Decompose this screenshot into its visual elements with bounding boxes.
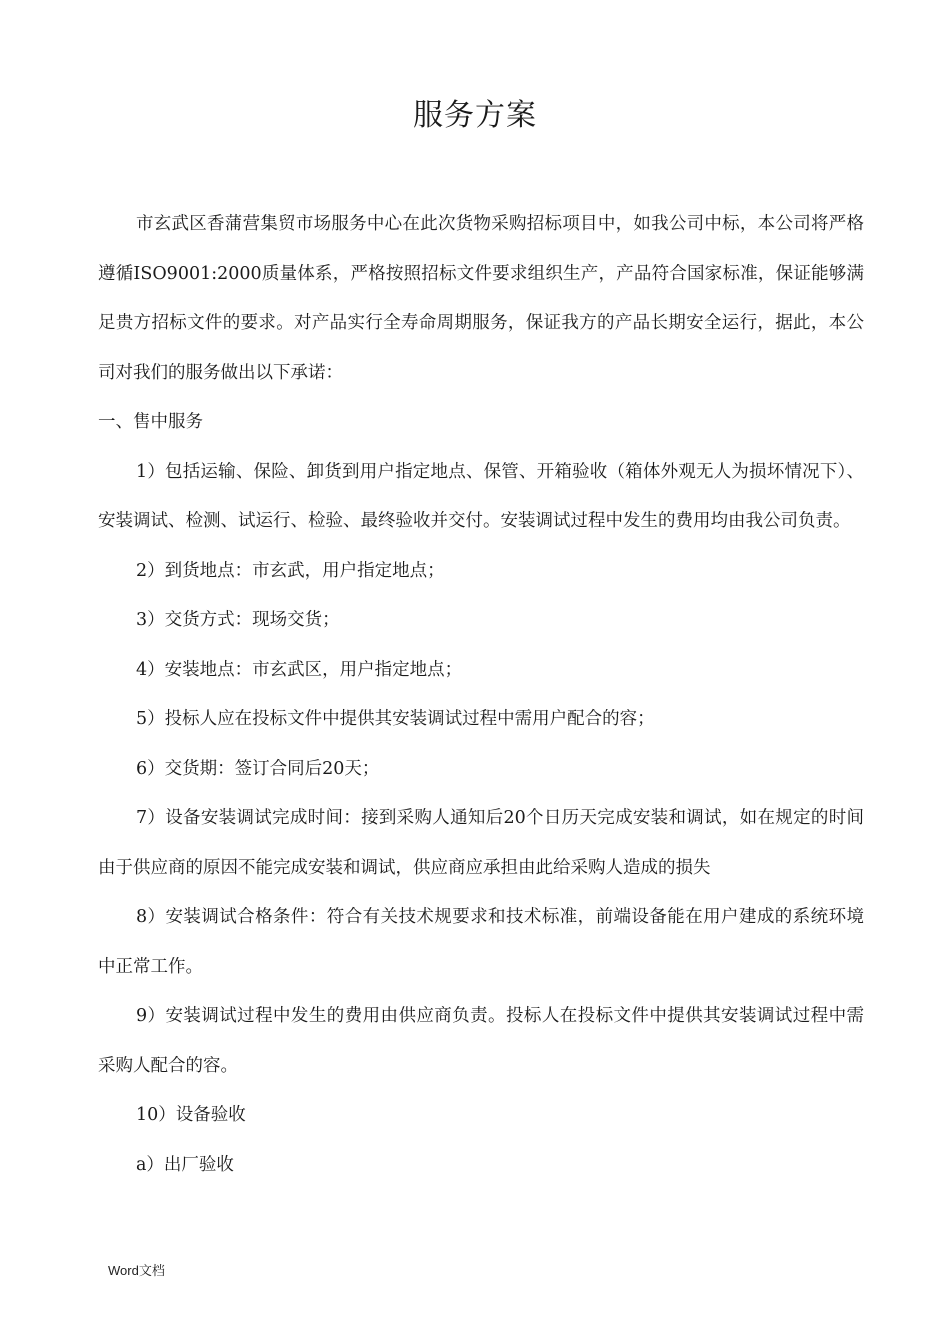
- document-title: 服务方案: [413, 98, 537, 133]
- list-item: 8）安装调试合格条件：符合有关技术规要求和技术标准，前端设备能在用户建成的系统环境中正常工作。: [98, 907, 864, 977]
- list-item: 7）设备安装调试完成时间：接到采购人通知后20个日历天完成安装和调试，如在规定的时间由于供应商的原因不能完成安装和调试，供应商应承担由此给采购人造成的损失: [98, 808, 864, 878]
- list-item: a）出厂验收: [136, 1154, 234, 1175]
- list-item: 3）交货方式：现场交货；: [136, 610, 340, 630]
- list-item: 6）交货期：签订合同后20天；: [136, 758, 380, 779]
- list-item: 9）安装调试过程中发生的费用由供应商负责。投标人在投标文件中提供其安装调试过程中需采购人配合的容。: [98, 1006, 864, 1076]
- list-item: 2）到货地点：市玄武，用户指定地点；: [136, 560, 445, 581]
- footer-label: Word文档: [108, 1263, 165, 1278]
- list-item: 5）投标人应在投标文件中提供其安装调试过程中需用户配合的容；: [136, 709, 655, 729]
- document-body: [98, 200, 864, 1190]
- list-item: 4）安装地点：市玄武区，用户指定地点；: [136, 659, 463, 680]
- list-item: 1）包括运输、保险、卸货到用户指定地点、保管、开箱验收（箱体外观无人为损坏情况下）、安装调试、检测、试运行、检验、最终验收并交付。安装调试过程中发生的费用均由我公司负责。: [98, 461, 864, 531]
- section-heading-sales-service: 一、售中服务: [98, 412, 203, 432]
- intro-paragraph: 市玄武区香蒲营集贸市场服务中心在此次货物采购招标项目中，如我公司中标，本公司将严格遵循ISO9001:2000质量体系，严格按照招标文件要求组织生产，产品符合国家标准，保证能够满足贵方招标文件的要求。对产品实行全寿命周期服务，保证我方的产品长期安全运行，据此，本公司对我们的服务做出以下承诺：: [98, 214, 864, 383]
- list-item: 10）设备验收: [136, 1105, 246, 1125]
